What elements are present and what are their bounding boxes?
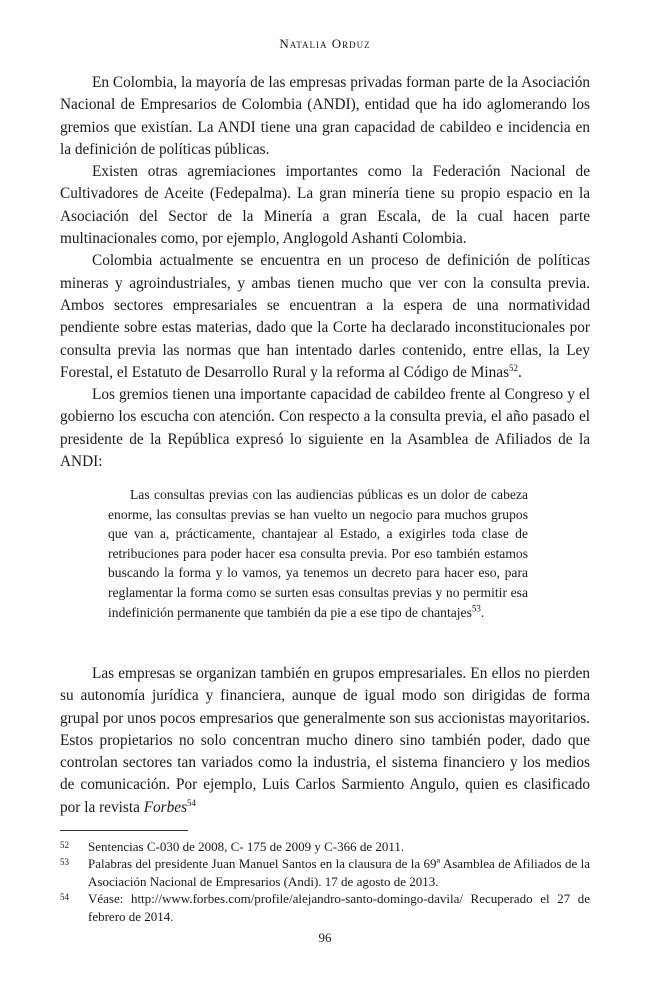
footnote-number: 53 [60,857,69,868]
footnote [60,855,590,890]
footnote-text: Palabras del presidente Juan Manuel Santos en la clausura de la 69ª Asamblea de Afiliados de la Asociación Nacional de Empresarios (Andi). 17 de agosto de 2013. [88,856,590,889]
main-text-block [60,72,590,473]
footnote [60,890,590,925]
main-text-block-2 [60,663,590,819]
paragraph-text: Colombia actualmente se encuentra en un proceso de definición de políticas mineras y agroindustriales, y ambas tienen mucho que ver con la consulta previa. Ambos sectores empresariales se encuentran a la espera de una normatividad pendiente sobre estas materias, dado que la Corte ha declarado inconstitucionales por consulta previa las normas que han intentado darles contenido, entre ellas, la Ley Forestal, el Estatuto de Desarrollo Rural y la reforma al Código de Minas [60,252,590,381]
quote-text: Las consultas previas con las audiencias públicas es un dolor de cabeza enorme, las consultas previas se han vuelto un negocio para muchos grupos que van a, prácticamente, chantajear al Estado, a exigirles toda clase de retribuciones para poder hacer esa consulta previa. Por eso también estamos buscando la forma y lo vamos, ya tenemos un decreto para hacer eso, para reglamentar la forma como se surten esas consultas previas y no permitir esa indefinición permanente que también da pie a ese tipo de chantajes$^{53}$. [108,487,528,620]
footnote-number: 52 [60,840,69,850]
footnotes [60,838,590,925]
footnote-separator [60,830,188,831]
paragraph: Existen otras agremiaciones importantes como la Federación Nacional de Cultivadores de Aceite (Fedepalma). La gran minería tiene su propio espacio en la Asociación del Sector de la Minería a gran Escala, de la cual hacen parte multinacionales como, por ejemplo, Anglogold Ashanti Colombia. [60,163,590,248]
quote-body: Las consultas previas con las audiencias públicas es un dolor de cabeza enorme, las consultas previas se han vuelto un negocio para muchos grupos que van a, prácticamente, chantajear al Estado, a exigirles toda clase de retribuciones para poder hacer esa consulta previa. Por eso también estamos buscando la forma y lo vamos, ya tenemos un decreto para hacer eso, para reglamentar la forma como se surten esas consultas previas y no permitir esa indefinición permanente que también da pie a ese tipo de chantajes [108,487,528,620]
running-head: Natalia Orduz [279,36,371,51]
block-quote [108,485,528,622]
paragraph: En Colombia, la mayoría de las empresas privadas forman parte de la Asociación Nacional de Empresarios de Colombia (ANDI), entidad que ha ido aglomerando los gremios que existían. La ANDI tiene una gran capacidad de cabildeo e incidencia en la definición de políticas públicas. [60,74,590,158]
magazine-title: Forbes [143,798,188,816]
footnote-number: 54 [60,892,69,903]
paragraph: Los gremios tienen una importante capacidad de cabildeo frente al Congreso y el gobierno los escucha con atención. Con respecto a la consulta previa, el año pasado el presidente de la República expresó lo siguiente en la Asamblea de Afiliados de la ANDI: [60,386,590,471]
paragraph-text: Las empresas se organizan también en grupos empresariales. En ellos no pierden su autonomía jurídica y financiera, aunque de igual modo son dirigidas de forma grupal por unos pocos empresarios que generalmente son sus accionistas mayoritarios. Estos propietarios no solo concentran mucho dinero sino también poder, dado que controlan sectores tan variados como la industria, el sistema financiero y los medios de comunicación. Por ejemplo, Luis Carlos Sarmiento Angulo, quien es clasificado por la revista [60,665,590,816]
footnote [60,838,590,855]
footnote-ref: 54 [187,797,197,808]
paragraph [60,663,590,819]
page-number: 96 [318,930,332,945]
footnote-ref: 53 [471,603,481,614]
footnote-text: Véase: http://www.forbes.com/profile/alejandro-santo-domingo-davila/ Recuperado el 27 de febrero de 2014. [88,891,590,924]
paragraph: Colombia actualmente se encuentra en un proceso de definición de políticas mineras y agroindustriales, y ambas tienen mucho que ver con la consulta previa. Ambos sectores empresariales se encuentran a la espera de una normatividad pendiente sobre estas materias, dado que la Corte ha declarado inconstitucionales por consulta previa las normas que han intentado darles contenido, entre ellas, la Ley Forestal, el Estatuto de Desarrollo Rural y la reforma al Código de Minas$^{52}$. [60,252,590,381]
footnote-ref: 52 [509,362,519,373]
footnote-text: Sentencias C-030 de 2008, C- 175 de 2009 y C-366 de 2011. [88,839,405,854]
